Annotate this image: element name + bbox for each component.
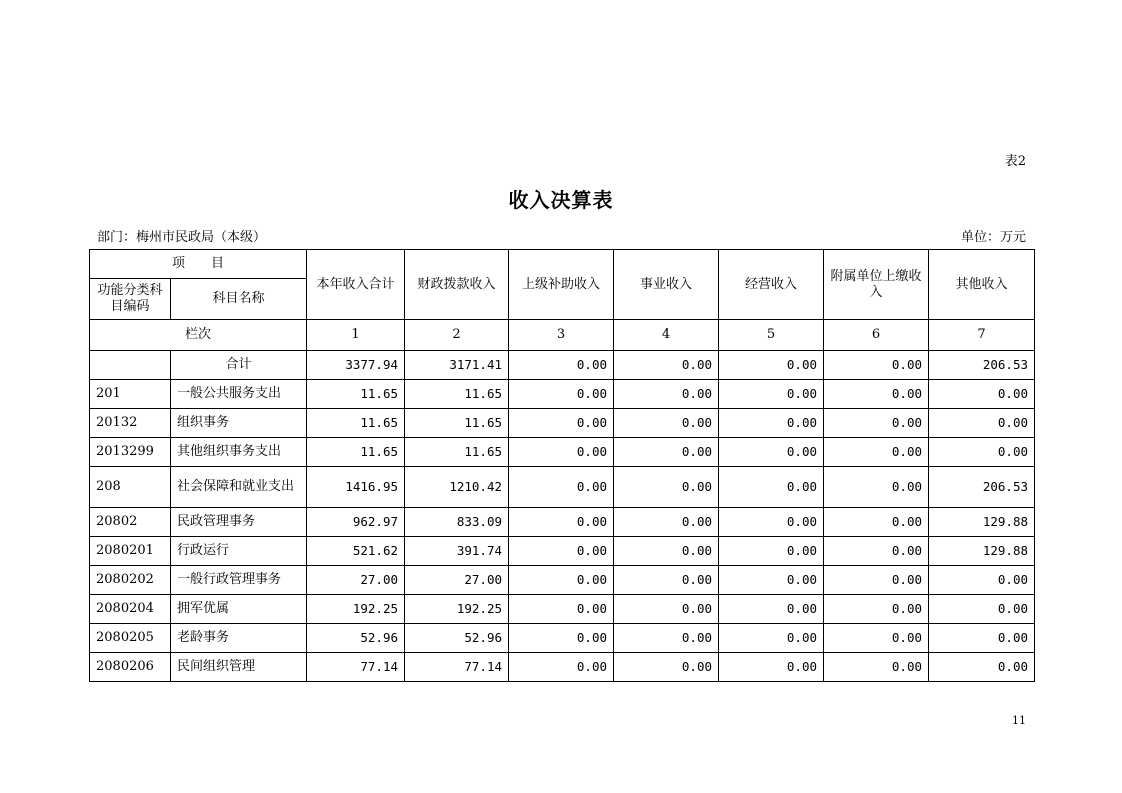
value-cell: 0.00 xyxy=(614,467,719,508)
value-cell: 0.00 xyxy=(719,380,824,409)
subject-name: 其他组织事务支出 xyxy=(171,438,307,467)
value-cell: 0.00 xyxy=(824,380,929,409)
header-col-2: 财政拨款收入 xyxy=(405,250,509,320)
value-cell: 0.00 xyxy=(929,653,1035,682)
header-item: 项 目 xyxy=(90,250,307,279)
value-cell: 0.00 xyxy=(824,508,929,537)
header-col-6: 附属单位上缴收入 xyxy=(824,250,929,320)
header-col-7: 其他收入 xyxy=(929,250,1035,320)
value-cell: 0.00 xyxy=(719,566,824,595)
value-cell: 52.96 xyxy=(405,624,509,653)
header-col-5: 经营收入 xyxy=(719,250,824,320)
value-cell: 11.65 xyxy=(307,438,405,467)
total-value: 0.00 xyxy=(509,351,614,380)
column-number: 7 xyxy=(929,320,1035,351)
value-cell: 0.00 xyxy=(824,566,929,595)
total-value: 0.00 xyxy=(614,351,719,380)
value-cell: 0.00 xyxy=(929,595,1035,624)
value-cell: 0.00 xyxy=(509,624,614,653)
subject-code: 2080204 xyxy=(90,595,171,624)
value-cell: 0.00 xyxy=(509,409,614,438)
column-number: 3 xyxy=(509,320,614,351)
column-number: 1 xyxy=(307,320,405,351)
value-cell: 11.65 xyxy=(405,380,509,409)
value-cell: 0.00 xyxy=(614,653,719,682)
value-cell: 27.00 xyxy=(405,566,509,595)
value-cell: 11.65 xyxy=(307,409,405,438)
value-cell: 11.65 xyxy=(405,409,509,438)
value-cell: 0.00 xyxy=(719,595,824,624)
subject-code: 2080206 xyxy=(90,653,171,682)
header-col-1: 本年收入合计 xyxy=(307,250,405,320)
income-final-accounts-table xyxy=(89,249,1035,682)
value-cell: 0.00 xyxy=(614,380,719,409)
value-cell: 0.00 xyxy=(929,409,1035,438)
column-number: 5 xyxy=(719,320,824,351)
value-cell: 11.65 xyxy=(307,380,405,409)
header-col-4: 事业收入 xyxy=(614,250,719,320)
value-cell: 0.00 xyxy=(614,566,719,595)
value-cell: 833.09 xyxy=(405,508,509,537)
header-column-index: 栏次 xyxy=(90,320,307,351)
column-number: 2 xyxy=(405,320,509,351)
value-cell: 0.00 xyxy=(719,508,824,537)
value-cell: 0.00 xyxy=(614,537,719,566)
value-cell: 0.00 xyxy=(824,467,929,508)
value-cell: 0.00 xyxy=(509,566,614,595)
table-row xyxy=(90,537,1035,566)
value-cell: 0.00 xyxy=(614,595,719,624)
value-cell: 0.00 xyxy=(509,653,614,682)
value-cell: 0.00 xyxy=(824,595,929,624)
value-cell: 0.00 xyxy=(614,409,719,438)
subject-name: 行政运行 xyxy=(171,537,307,566)
subject-code: 20132 xyxy=(90,409,171,438)
total-label: 合计 xyxy=(171,351,307,380)
subject-name: 社会保障和就业支出 xyxy=(171,467,307,508)
value-cell: 0.00 xyxy=(719,409,824,438)
value-cell: 11.65 xyxy=(405,438,509,467)
subject-code: 20802 xyxy=(90,508,171,537)
value-cell: 0.00 xyxy=(719,537,824,566)
value-cell: 0.00 xyxy=(509,508,614,537)
value-cell: 0.00 xyxy=(614,508,719,537)
value-cell: 0.00 xyxy=(509,438,614,467)
table-row xyxy=(90,409,1035,438)
header-func-code: 功能分类科目编码 xyxy=(90,279,171,320)
subject-name: 老龄事务 xyxy=(171,624,307,653)
subject-code: 201 xyxy=(90,380,171,409)
table-row xyxy=(90,438,1035,467)
value-cell: 0.00 xyxy=(929,624,1035,653)
unit-label: 单位：万元 xyxy=(960,230,1026,245)
value-cell: 521.62 xyxy=(307,537,405,566)
value-cell: 0.00 xyxy=(929,380,1035,409)
page-title: 收入决算表 xyxy=(508,188,614,212)
total-value: 3171.41 xyxy=(405,351,509,380)
value-cell: 0.00 xyxy=(929,566,1035,595)
total-value: 0.00 xyxy=(719,351,824,380)
value-cell: 0.00 xyxy=(824,653,929,682)
total-row xyxy=(90,351,1035,380)
subject-name: 一般公共服务支出 xyxy=(171,380,307,409)
page-number: 11 xyxy=(1012,714,1026,727)
subject-name: 组织事务 xyxy=(171,409,307,438)
value-cell: 0.00 xyxy=(509,595,614,624)
value-cell: 391.74 xyxy=(405,537,509,566)
department-label: 部门：梅州市民政局（本级） xyxy=(97,230,267,245)
subject-name: 民间组织管理 xyxy=(171,653,307,682)
value-cell: 52.96 xyxy=(307,624,405,653)
subject-code: 208 xyxy=(90,467,171,508)
header-row-index xyxy=(90,320,1035,351)
column-number: 6 xyxy=(824,320,929,351)
value-cell: 1210.42 xyxy=(405,467,509,508)
total-code-cell xyxy=(90,351,171,380)
table-row xyxy=(90,380,1035,409)
value-cell: 0.00 xyxy=(509,537,614,566)
value-cell: 0.00 xyxy=(614,624,719,653)
subject-name: 拥军优属 xyxy=(171,595,307,624)
table-row xyxy=(90,467,1035,508)
header-row-item xyxy=(90,250,1035,279)
table-row xyxy=(90,508,1035,537)
table-label: 表2 xyxy=(1004,154,1026,169)
value-cell: 0.00 xyxy=(719,467,824,508)
value-cell: 192.25 xyxy=(405,595,509,624)
value-cell: 0.00 xyxy=(509,467,614,508)
column-number: 4 xyxy=(614,320,719,351)
value-cell: 0.00 xyxy=(719,624,824,653)
subject-code: 2080201 xyxy=(90,537,171,566)
value-cell: 1416.95 xyxy=(307,467,405,508)
value-cell: 192.25 xyxy=(307,595,405,624)
subject-code: 2080205 xyxy=(90,624,171,653)
value-cell: 0.00 xyxy=(719,438,824,467)
subject-name: 民政管理事务 xyxy=(171,508,307,537)
value-cell: 27.00 xyxy=(307,566,405,595)
value-cell: 0.00 xyxy=(614,438,719,467)
value-cell: 0.00 xyxy=(509,380,614,409)
value-cell: 206.53 xyxy=(929,467,1035,508)
header-col-3: 上级补助收入 xyxy=(509,250,614,320)
value-cell: 0.00 xyxy=(929,438,1035,467)
table-row xyxy=(90,653,1035,682)
total-value: 206.53 xyxy=(929,351,1035,380)
value-cell: 962.97 xyxy=(307,508,405,537)
value-cell: 0.00 xyxy=(824,537,929,566)
value-cell: 129.88 xyxy=(929,508,1035,537)
value-cell: 0.00 xyxy=(824,624,929,653)
value-cell: 0.00 xyxy=(719,653,824,682)
value-cell: 77.14 xyxy=(405,653,509,682)
table-row xyxy=(90,595,1035,624)
value-cell: 0.00 xyxy=(824,409,929,438)
value-cell: 77.14 xyxy=(307,653,405,682)
value-cell: 0.00 xyxy=(824,438,929,467)
subject-name: 一般行政管理事务 xyxy=(171,566,307,595)
table-row xyxy=(90,624,1035,653)
total-value: 3377.94 xyxy=(307,351,405,380)
value-cell: 129.88 xyxy=(929,537,1035,566)
subject-code: 2013299 xyxy=(90,438,171,467)
subject-code: 2080202 xyxy=(90,566,171,595)
total-value: 0.00 xyxy=(824,351,929,380)
table-row xyxy=(90,566,1035,595)
header-subject-name: 科目名称 xyxy=(171,279,307,320)
